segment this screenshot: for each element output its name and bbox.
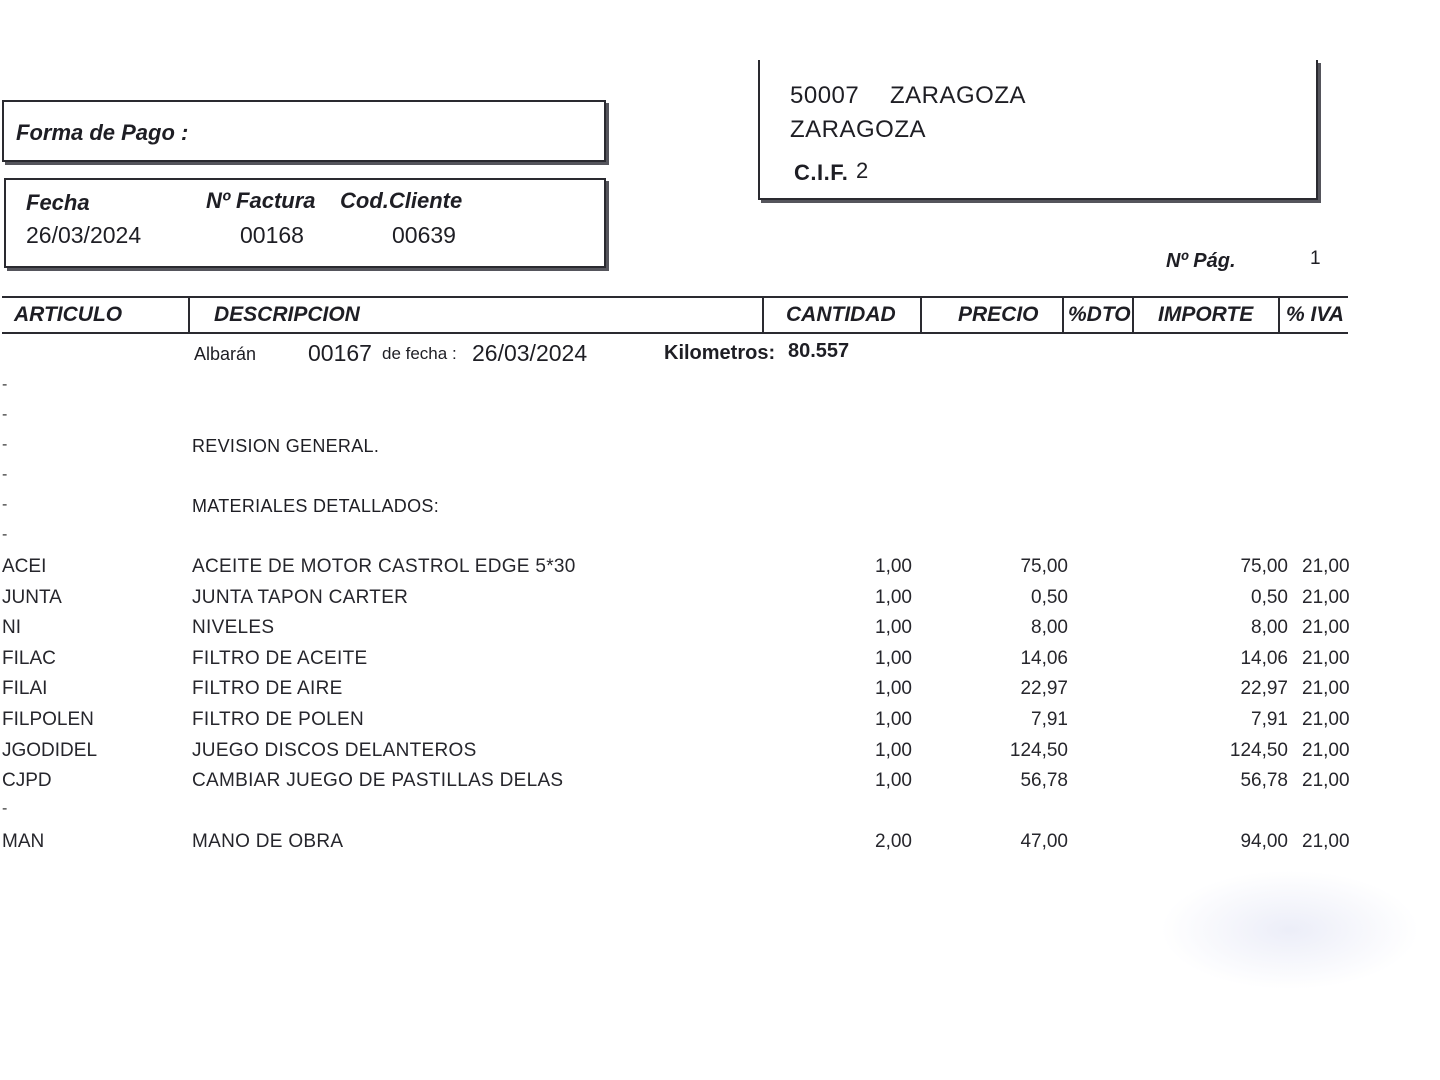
item-descripcion: FILTRO DE POLEN: [192, 709, 365, 730]
scan-smudge: [1160, 870, 1420, 990]
item-importe: 8,00: [1251, 617, 1288, 638]
item-iva: 21,00: [1302, 831, 1350, 852]
table-row: [0, 709, 1440, 739]
payment-method-label: Forma de Pago :: [16, 120, 189, 145]
item-articulo: FILAI: [2, 678, 48, 699]
note-materiales: MATERIALES DETALLADOS:: [192, 496, 439, 516]
customer-address-box: [758, 60, 1318, 200]
item-iva: 21,00: [1302, 770, 1350, 791]
separator-dash: -: [2, 800, 8, 817]
table-header: [2, 296, 1348, 334]
address-province: ZARAGOZA: [790, 116, 927, 143]
albaran-number: 00167: [308, 340, 372, 366]
invoice-number: 00168: [240, 222, 304, 248]
cif-label: C.I.F.: [794, 160, 849, 185]
item-importe: 75,00: [1240, 556, 1288, 577]
item-cantidad: 1,00: [875, 556, 912, 577]
albaran-date: 26/03/2024: [472, 340, 588, 366]
item-articulo: FILPOLEN: [2, 709, 94, 730]
item-cantidad: 1,00: [875, 587, 912, 608]
item-descripcion: MANO DE OBRA: [192, 831, 344, 852]
separator-dash: -: [2, 526, 8, 543]
albaran-date-label: de fecha :: [382, 344, 457, 363]
client-code-label: Cod.Cliente: [340, 188, 463, 213]
separator-dash: -: [2, 466, 8, 483]
item-descripcion: JUNTA TAPON CARTER: [192, 587, 409, 608]
separator-dash: -: [2, 496, 8, 513]
item-importe: 7,91: [1251, 709, 1288, 730]
item-cantidad: 1,00: [875, 709, 912, 730]
table-row: [0, 678, 1440, 708]
col-cantidad: CANTIDAD: [762, 298, 920, 332]
item-descripcion: ACEITE DE MOTOR CASTROL EDGE 5*30: [192, 556, 576, 577]
item-precio: 7,91: [1031, 709, 1068, 730]
item-cantidad: 1,00: [875, 678, 912, 699]
item-iva: 21,00: [1302, 740, 1350, 761]
item-precio: 75,00: [1020, 556, 1068, 577]
item-cantidad: 2,00: [875, 831, 912, 852]
item-cantidad: 1,00: [875, 740, 912, 761]
item-articulo: MAN: [2, 831, 45, 852]
item-descripcion: FILTRO DE AIRE: [192, 678, 343, 699]
item-articulo: JGODIDEL: [2, 740, 98, 761]
item-cantidad: 1,00: [875, 648, 912, 669]
address-city: ZARAGOZA: [890, 82, 1027, 109]
page-label: Nº Pág.: [1166, 250, 1236, 272]
item-importe: 124,50: [1229, 740, 1288, 761]
table-row: [0, 770, 1440, 800]
payment-method-box: [2, 100, 606, 162]
page-number: 1: [1310, 248, 1321, 269]
item-importe: 56,78: [1240, 770, 1288, 791]
km-label: Kilometros:: [664, 342, 776, 364]
item-articulo: JUNTA: [2, 587, 62, 608]
item-articulo: CJPD: [2, 770, 52, 791]
item-iva: 21,00: [1302, 587, 1350, 608]
item-descripcion: NIVELES: [192, 617, 275, 638]
note-revision: REVISION GENERAL.: [192, 436, 380, 456]
item-iva: 21,00: [1302, 648, 1350, 669]
col-importe: IMPORTE: [1132, 298, 1278, 332]
item-articulo: NI: [2, 617, 21, 638]
item-importe: 14,06: [1240, 648, 1288, 669]
table-row: [0, 648, 1440, 678]
date-label: Fecha: [26, 190, 90, 215]
item-iva: 21,00: [1302, 556, 1350, 577]
table-row: [0, 740, 1440, 770]
item-importe: 0,50: [1251, 587, 1288, 608]
col-articulo: ARTICULO: [14, 303, 123, 326]
item-precio: 0,50: [1031, 587, 1068, 608]
item-articulo: FILAC: [2, 648, 56, 669]
item-precio: 22,97: [1020, 678, 1068, 699]
item-importe: 22,97: [1240, 678, 1288, 699]
invoice-info-box: [4, 178, 606, 268]
albaran-label: Albarán: [194, 344, 257, 364]
col-precio: PRECIO: [920, 298, 1062, 332]
table-row: [0, 831, 1440, 861]
separator-dash: -: [2, 406, 8, 423]
item-precio: 124,50: [1009, 740, 1068, 761]
item-importe: 94,00: [1240, 831, 1288, 852]
item-cantidad: 1,00: [875, 770, 912, 791]
item-precio: 14,06: [1020, 648, 1068, 669]
invoice-number-label: Nº Factura: [206, 188, 316, 213]
separator-dash: -: [2, 436, 8, 453]
postal-code: 50007: [790, 82, 860, 109]
invoice-date: 26/03/2024: [26, 222, 142, 248]
km-value: 80.557: [788, 340, 850, 362]
col-descripcion: DESCRIPCION: [188, 298, 762, 332]
item-descripcion: JUEGO DISCOS DELANTEROS: [192, 740, 477, 761]
item-articulo: ACEI: [2, 556, 47, 577]
item-descripcion: CAMBIAR JUEGO DE PASTILLAS DELAS: [192, 770, 564, 791]
col-iva: % IVA: [1278, 298, 1348, 332]
client-code: 00639: [392, 222, 456, 248]
cif-value: 2: [856, 158, 869, 183]
item-precio: 47,00: [1020, 831, 1068, 852]
item-precio: 56,78: [1020, 770, 1068, 791]
table-row: [0, 617, 1440, 647]
item-descripcion: FILTRO DE ACEITE: [192, 648, 368, 669]
item-precio: 8,00: [1031, 617, 1068, 638]
separator-dash: -: [2, 376, 8, 393]
table-row: [0, 587, 1440, 617]
table-row: [0, 556, 1440, 586]
item-iva: 21,00: [1302, 617, 1350, 638]
albaran-line: [0, 340, 1440, 370]
col-dto: %DTO: [1062, 298, 1132, 332]
item-iva: 21,00: [1302, 678, 1350, 699]
item-cantidad: 1,00: [875, 617, 912, 638]
item-iva: 21,00: [1302, 709, 1350, 730]
